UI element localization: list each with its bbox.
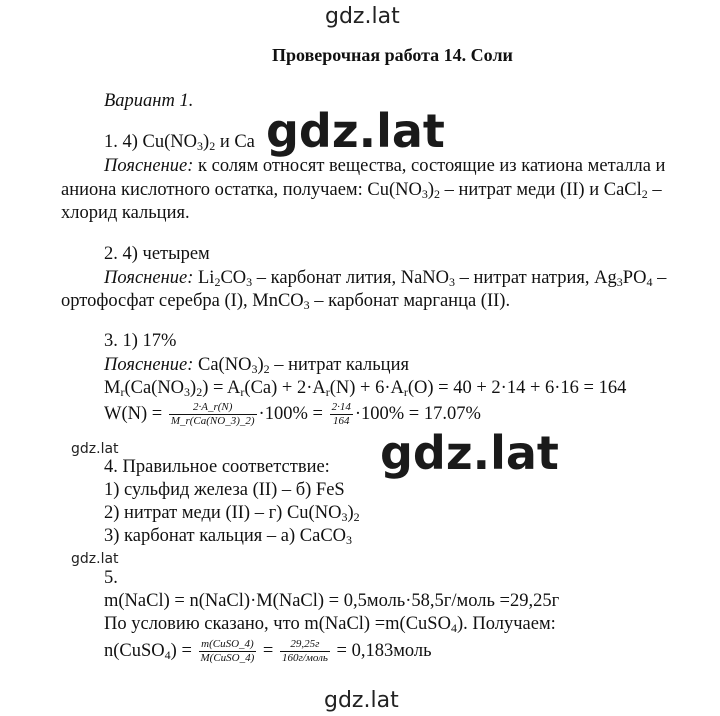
watermark-small-2: gdz.lat	[71, 551, 119, 567]
q2-explanation-line1: Пояснение: $Li_2CO_3$ – карбонат лития, NaNO$_3$ – нитрат натрия, $Ag_3PO_4$ –	[104, 268, 667, 289]
q4-match-1: 1) сульфид железа (II) – б) FeS	[104, 480, 345, 500]
watermark-large-1: gdz.lat	[266, 104, 445, 158]
q1-explanation-line1: Пояснение: к солям относят вещества, состоящие из катиона металла и	[104, 156, 666, 176]
fraction-2: $\frac{2\cdot 14}{164}$	[331, 401, 351, 427]
variant-label: Вариант 1.	[104, 91, 194, 111]
q5-mass-line: m(NaCl) = n(NaCl)·M(NaCl) = 0,5моль·58,5г/моль =29,25г	[104, 591, 560, 611]
q3-mass-fraction-line: W(N) = $\frac{2\cdot A\_r(N)}{M\_r(Ca(NO\_3)\_2)}$ ·100% = $\frac{2\cdot 14}{164}$ ·100% = 17.07%	[104, 401, 481, 427]
q2-answer: 2. 4) четырем	[104, 244, 210, 264]
watermark-large-2: gdz.lat	[380, 426, 559, 480]
q5-amount-line: n(CuSO$_4$) = $\frac{\text{m(CuSO\_4)}}{\text{M(CuSO\_4)}}$ = $\frac{29,25г}{\text{160г/моль}}$ = 0,183моль	[104, 638, 432, 664]
fraction-3: $\frac{\text{m(CuSO\_4)}}{\text{M(CuSO\_4)}}$	[200, 638, 255, 664]
q5-condition-line: По условию сказано, что m(NaCl) =m(CuSO$_4$). Получаем:	[104, 614, 556, 635]
fraction-1: $\frac{2\cdot A\_r(N)}{M\_r(Ca(NO\_3)\_2)}$	[170, 401, 255, 427]
watermark-small-1: gdz.lat	[71, 441, 119, 457]
page-title: Проверочная работа 14. Соли	[272, 45, 513, 65]
q1-explanation-line3: хлорид кальция.	[61, 203, 190, 223]
q1-explanation-line2: аниона кислотного остатка, получаем: $Cu(NO_3)_2$ – нитрат меди (II) и CaCl$_2$ –	[61, 180, 662, 201]
q3-explanation-line1: Пояснение: $Ca(NO_3)_2$ – нитрат кальция	[104, 355, 409, 376]
q5-heading: 5.	[104, 568, 118, 588]
q2-explanation-line2: ортофосфат серебра (I), MnCO$_3$ – карбонат марганца (II).	[61, 291, 511, 312]
q3-molar-mass-line: $M_r(Ca(NO_3)_2) = A_r(Ca) + 2\cdot A_r(N) + 6\cdot A_r(O) = 40 + 2\cdot 14 + 6\cdot 16 = 164$	[104, 378, 627, 399]
q4-heading: 4. Правильное соответствие:	[104, 457, 330, 477]
watermark-bottom: gdz.lat	[324, 688, 399, 713]
fraction-4: $\frac{29,25г}{\text{160г/моль}}$	[281, 638, 328, 664]
q1-answer: 1. 4) $Cu(NO_3)_2$ и Ca	[104, 132, 255, 153]
watermark-top: gdz.lat	[325, 4, 400, 29]
q4-match-3: 3) карбонат кальция – а) CaCO$_3$	[104, 526, 353, 547]
q3-answer: 3. 1) 17%	[104, 331, 177, 351]
q4-match-2: 2) нитрат меди (II) – г) $Cu(NO_3)_2$	[104, 503, 360, 524]
